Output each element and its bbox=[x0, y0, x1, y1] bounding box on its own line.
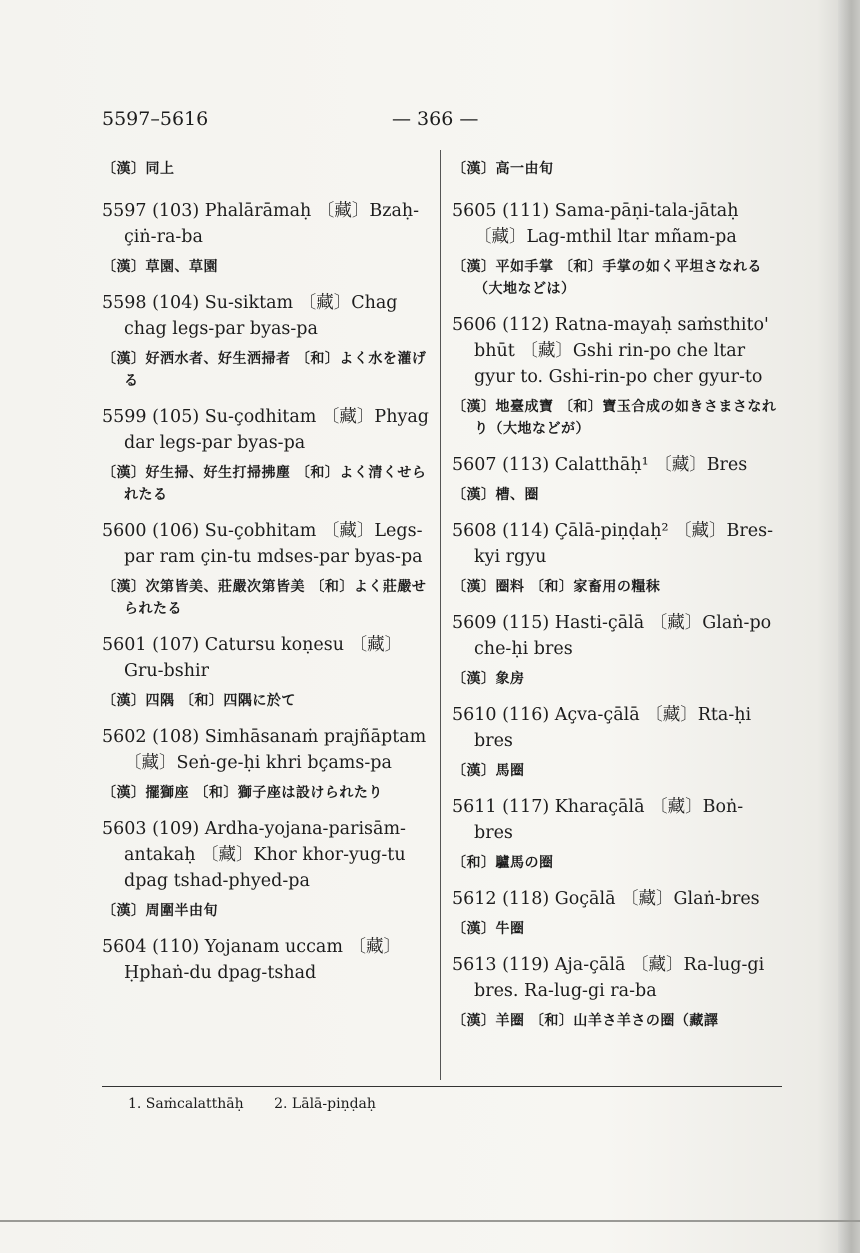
dictionary-entry bbox=[452, 886, 782, 940]
entry-headword: 5612 (118) Goçālā 〔藏〕Glaṅ-bres bbox=[452, 889, 760, 909]
entry-gloss: 〔漢〕圈料 〔和〕家畜用の糧秣 bbox=[452, 579, 661, 595]
column-divider bbox=[440, 150, 441, 1080]
footnote: 1. Saṁcalatthāḥ bbox=[128, 1096, 244, 1112]
entry-headword: 5599 (105) Su-çodhitam 〔藏〕Phyag dar legs-par byas-pa bbox=[102, 407, 429, 453]
dictionary-entry bbox=[452, 702, 782, 782]
page-number: — 366 — bbox=[392, 108, 479, 130]
dictionary-entry bbox=[102, 518, 432, 620]
dictionary-entry bbox=[452, 198, 782, 300]
dictionary-entry bbox=[102, 290, 432, 392]
entry-gloss: 〔漢〕牛圈 bbox=[452, 921, 525, 937]
dictionary-entry bbox=[452, 452, 782, 506]
entry-headword: 5601 (107) Catursu koṇesu 〔藏〕Gru-bshir bbox=[102, 635, 403, 681]
entry-gloss: 〔漢〕周圍半由旬 bbox=[102, 903, 218, 919]
footnotes bbox=[128, 1096, 402, 1112]
entry-headword: 5602 (108) Simhāsanaṁ prajñāptam 〔藏〕Seṅ-ge-ḥi khri bçams-pa bbox=[102, 727, 427, 773]
entry-gloss: 〔漢〕四隅 〔和〕四隅に於て bbox=[102, 693, 296, 709]
entry-gloss: 〔和〕驢馬の圈 bbox=[452, 855, 554, 871]
entry-headword: 5603 (109) Ardha-yojana-parisām-antakaḥ 〔藏〕Khor khor-yug-tu dpag tshad-phyed-pa bbox=[102, 819, 406, 891]
entry-headword: 5611 (117) Kharaçālā 〔藏〕Boṅ-bres bbox=[452, 797, 744, 843]
entry-headword: 5606 (112) Ratna-mayaḥ saṁsthito' bhūt 〔藏〕Gshi rin-po che ltar gyur to. Gshi-rin-po cher gyur-to bbox=[452, 315, 769, 387]
dictionary-entry bbox=[102, 724, 432, 804]
entry-gloss: 〔漢〕草園、草園 bbox=[102, 259, 218, 275]
dictionary-entry bbox=[102, 198, 432, 278]
continuation-gloss: 〔漢〕同上 bbox=[102, 161, 175, 177]
page-header bbox=[102, 108, 772, 138]
dictionary-entry bbox=[102, 632, 432, 712]
entry-range: 5597–5616 bbox=[102, 108, 209, 130]
entry-headword: 5608 (114) Çālā-piṇḍaḥ² 〔藏〕Bres-kyi rgyu bbox=[452, 521, 774, 567]
dictionary-entry bbox=[452, 794, 782, 874]
dictionary-entry bbox=[102, 934, 432, 986]
entry-gloss: 〔漢〕地臺成寶 〔和〕寶玉合成の如きさまさなれり（大地などが） bbox=[452, 399, 777, 437]
entry-headword: 5597 (103) Phalārāmaḥ 〔藏〕Bzaḥ-çiṅ-ra-ba bbox=[102, 201, 420, 247]
footnote: 2. Lālā-piṇḍaḥ bbox=[274, 1096, 376, 1112]
left-column bbox=[102, 158, 432, 998]
entry-gloss: 〔漢〕擺獅座 〔和〕獅子座は設けられたり bbox=[102, 785, 383, 801]
entry-headword: 5605 (111) Sama-pāṇi-tala-jātaḥ 〔藏〕Lag-mthil ltar mñam-pa bbox=[452, 201, 739, 247]
dictionary-entry bbox=[102, 816, 432, 922]
dictionary-entry bbox=[452, 312, 782, 440]
dictionary-entry bbox=[452, 952, 782, 1032]
dictionary-entry bbox=[452, 610, 782, 690]
entry-gloss: 〔漢〕好洒水者、好生洒掃者 〔和〕よく水を灌げる bbox=[102, 351, 427, 389]
page-edge-shadow bbox=[838, 0, 860, 1253]
entry-headword: 5610 (116) Açva-çālā 〔藏〕Rta-ḥi bres bbox=[452, 705, 752, 751]
entry-gloss: 〔漢〕好生掃、好生打掃拂塵 〔和〕よく清くせられたる bbox=[102, 465, 427, 503]
entry-gloss: 〔漢〕羊圈 〔和〕山羊さ羊さの圈（藏譯 bbox=[452, 1013, 719, 1029]
entry-gloss: 〔漢〕平如手掌 〔和〕手掌の如く平坦さなれる（大地などは） bbox=[452, 259, 762, 297]
entry-gloss: 〔漢〕馬圈 bbox=[452, 763, 525, 779]
entry-headword: 5604 (110) Yojanam uccam 〔藏〕Ḥphaṅ-du dpag-tshad bbox=[102, 937, 401, 983]
entry-gloss: 〔漢〕槽、圈 bbox=[452, 487, 539, 503]
entry-gloss: 〔漢〕象房 bbox=[452, 671, 525, 687]
right-column bbox=[452, 158, 782, 1044]
dictionary-entry bbox=[102, 404, 432, 506]
entry-gloss: 〔漢〕次第皆美、莊嚴次第皆美 〔和〕よく莊嚴せられたる bbox=[102, 579, 427, 617]
entry-headword: 5607 (113) Calatthāḥ¹ 〔藏〕Bres bbox=[452, 455, 748, 475]
dictionary-entry bbox=[452, 518, 782, 598]
footnote-rule bbox=[102, 1086, 782, 1087]
scan-edge-line bbox=[0, 1220, 860, 1222]
continuation-gloss: 〔漢〕高一由旬 bbox=[452, 161, 554, 177]
entry-headword: 5613 (119) Aja-çālā 〔藏〕Ra-lug-gi bres. Ra-lug-gi ra-ba bbox=[452, 955, 765, 1001]
entry-headword: 5600 (106) Su-çobhitam 〔藏〕Legs-par ram çin-tu mdses-par byas-pa bbox=[102, 521, 423, 567]
entry-headword: 5598 (104) Su-siktam 〔藏〕Chag chag legs-par byas-pa bbox=[102, 293, 398, 339]
entry-headword: 5609 (115) Hasti-çālā 〔藏〕Glaṅ-po che-ḥi bres bbox=[452, 613, 772, 659]
